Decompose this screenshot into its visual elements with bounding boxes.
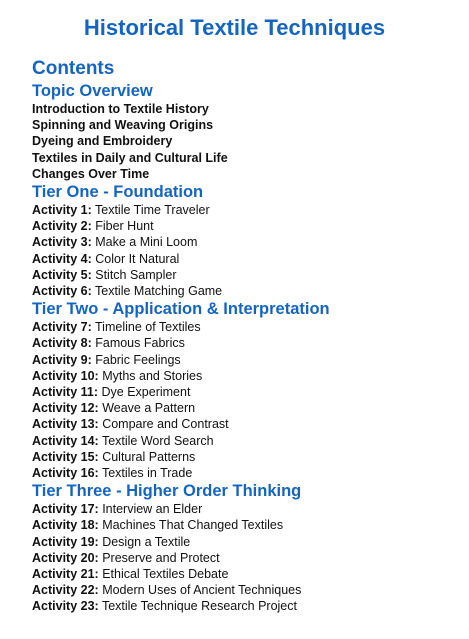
section-heading-tier-two: Tier Two - Application & Interpretation — [32, 300, 330, 319]
section-heading-tier-three: Tier Three - Higher Order Thinking — [32, 482, 302, 501]
activity-number: Activity 15: — [32, 449, 99, 464]
activity-number: Activity 5: — [32, 267, 92, 282]
activity-name: Textile Time Traveler — [95, 203, 210, 218]
section-heading-topic-overview: Topic Overview — [32, 82, 153, 100]
activity-name: Preserve and Protect — [102, 550, 220, 565]
activity-name: Dye Experiment — [101, 385, 191, 400]
activity-item — [32, 501, 459, 517]
activity-number: Activity 9: — [32, 352, 92, 367]
activity-name: Compare and Contrast — [102, 417, 229, 432]
activity-name: Famous Fabrics — [95, 336, 185, 351]
tier-three-section — [32, 481, 459, 614]
activity-number: Activity 21: — [32, 567, 99, 582]
activity-item — [32, 582, 459, 598]
activity-number: Activity 14: — [32, 433, 99, 448]
activity-name: Cultural Patterns — [102, 449, 196, 464]
activity-name: Myths and Stories — [102, 368, 203, 383]
activity-name: Fiber Hunt — [95, 219, 154, 234]
activity-number: Activity 17: — [32, 502, 99, 517]
overview-item: Changes Over Time — [32, 166, 150, 181]
activity-item — [32, 449, 459, 465]
activity-item — [32, 368, 459, 384]
activity-name: Make a Mini Loom — [95, 235, 198, 250]
activity-item — [32, 218, 459, 234]
activity-number: Activity 22: — [32, 583, 99, 598]
section-heading-tier-one: Tier One - Foundation — [32, 183, 204, 202]
activity-name: Textiles in Trade — [101, 466, 193, 481]
activity-item — [32, 416, 459, 432]
tier-one-section — [32, 182, 459, 299]
contents-heading: Contents — [32, 58, 115, 79]
topic-overview-section — [32, 81, 459, 182]
activity-name: Machines That Changed Textiles — [102, 518, 284, 533]
activity-item — [32, 598, 459, 614]
activity-number: Activity 19: — [32, 534, 99, 549]
activity-item — [32, 433, 459, 449]
overview-item: Introduction to Textile History — [32, 102, 209, 116]
tier-two-section — [32, 299, 459, 481]
activity-number: Activity 11: — [32, 385, 99, 400]
activity-item — [32, 517, 459, 533]
activity-item — [32, 335, 459, 351]
activity-item — [32, 267, 459, 283]
activity-name: Weave a Pattern — [102, 401, 196, 416]
activity-number: Activity 1: — [32, 203, 92, 218]
activity-item — [32, 319, 459, 335]
activity-number: Activity 4: — [32, 251, 92, 266]
activity-number: Activity 16: — [32, 466, 99, 481]
activity-item — [32, 352, 459, 368]
activity-number: Activity 8: — [32, 336, 92, 351]
activity-item — [32, 251, 459, 267]
activity-number: Activity 7: — [32, 320, 92, 335]
activity-item — [32, 202, 459, 218]
activity-name: Textile Word Search — [101, 433, 214, 448]
activity-number: Activity 6: — [32, 284, 92, 299]
overview-item: Textiles in Daily and Cultural Life — [32, 150, 228, 165]
activity-item — [32, 384, 459, 400]
activity-number: Activity 10: — [32, 368, 99, 383]
activity-item — [32, 234, 459, 250]
table-of-contents — [32, 57, 459, 615]
activity-name: Stitch Sampler — [95, 267, 177, 282]
activity-item — [32, 566, 459, 582]
overview-item: Dyeing and Embroidery — [32, 134, 173, 149]
activity-number: Activity 13: — [32, 417, 99, 432]
activity-name: Interview an Elder — [102, 502, 203, 517]
activity-number: Activity 23: — [32, 599, 99, 614]
activity-name: Ethical Textiles Debate — [102, 567, 229, 582]
activity-name: Fabric Feelings — [95, 352, 181, 367]
activity-number: Activity 20: — [32, 550, 99, 565]
activity-number: Activity 18: — [32, 518, 99, 533]
activity-name: Timeline of Textiles — [95, 320, 201, 335]
activity-number: Activity 3: — [32, 235, 92, 250]
activity-item — [32, 283, 459, 299]
activity-number: Activity 2: — [32, 219, 92, 234]
activity-name: Color It Natural — [95, 251, 180, 266]
activity-name: Design a Textile — [102, 534, 191, 549]
activity-name: Textile Technique Research Project — [101, 599, 297, 614]
activity-item — [32, 400, 459, 416]
page-title: Historical Textile Techniques — [83, 15, 386, 40]
activity-item — [32, 550, 459, 566]
activity-number: Activity 12: — [32, 401, 99, 416]
activity-item — [32, 534, 459, 550]
activity-item — [32, 465, 459, 481]
activity-name: Modern Uses of Ancient Techniques — [102, 583, 302, 598]
overview-item: Spinning and Weaving Origins — [32, 118, 214, 133]
activity-name: Textile Matching Game — [95, 284, 223, 299]
